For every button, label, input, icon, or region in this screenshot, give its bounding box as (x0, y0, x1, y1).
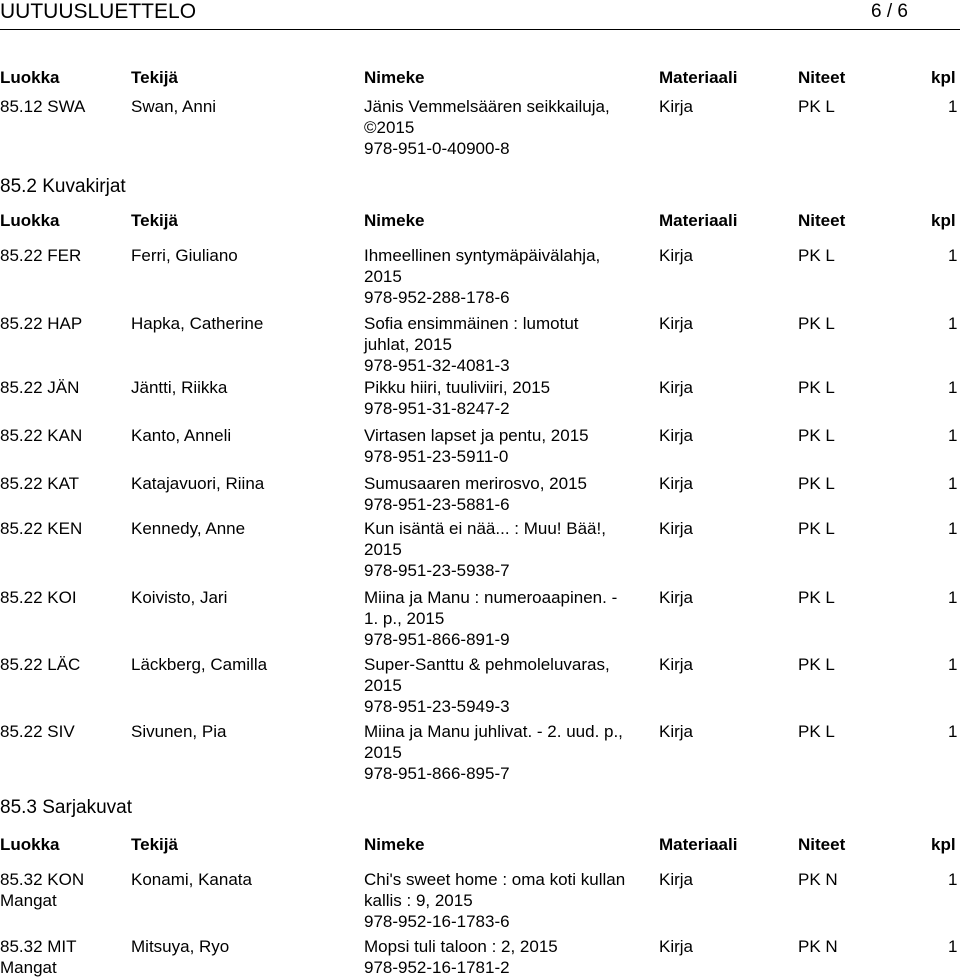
top-header-tekija: Tekijä (131, 68, 178, 87)
entry-nimeke-line: 2015 (364, 676, 402, 695)
sec1-header-niteet: Niteet (798, 211, 846, 230)
entry-tekija: Kanto, Anneli (131, 426, 232, 445)
entry-tekija: Swan, Anni (131, 97, 217, 116)
entry-niteet: PK L (798, 655, 835, 674)
entry-luokka: 85.22 LÄC (0, 655, 81, 674)
top-header-kpl: kpl (931, 68, 956, 87)
entry-luokka: 85.12 SWA (0, 97, 86, 116)
entry-luokka: 85.22 KOI (0, 588, 77, 607)
entry-niteet: PK L (798, 246, 835, 265)
entry-nimeke-line: Miina ja Manu : numeroaapinen. - (364, 588, 618, 607)
top-header-materiaali: Materiaali (659, 68, 738, 87)
entry-nimeke-line: 2015 (364, 540, 402, 559)
sec2-header-kpl: kpl (931, 835, 956, 854)
entry-niteet: PK L (798, 426, 835, 445)
entry-materiaali: Kirja (659, 655, 694, 674)
entry-nimeke-line: Kun isäntä ei nää... : Muu! Bää!, (364, 519, 606, 538)
entry-isbn: 978-952-288-178-6 (364, 288, 510, 307)
entry-isbn: 978-951-31-8247-2 (364, 399, 510, 418)
entry-luokka: 85.22 FER (0, 246, 82, 265)
entry-kpl: 1 (948, 314, 958, 333)
entry-kpl: 1 (948, 378, 958, 397)
entry-nimeke-line: Sofia ensimmäinen : lumotut (364, 314, 579, 333)
entry-kpl: 1 (948, 655, 958, 674)
entry-luokka: 85.22 KAT (0, 474, 80, 493)
entry-kpl: 1 (948, 519, 958, 538)
entry-materiaali: Kirja (659, 378, 694, 397)
entry-materiaali: Kirja (659, 474, 694, 493)
entry-tekija: Kennedy, Anne (131, 519, 246, 538)
entry-tekija: Koivisto, Jari (131, 588, 228, 607)
entry-niteet: PK L (798, 474, 835, 493)
entry-luokka: 85.22 KEN (0, 519, 83, 538)
entry-isbn: 978-951-866-891-9 (364, 630, 510, 649)
entry-luokka: 85.32 MIT (0, 937, 77, 956)
entry-materiaali: Kirja (659, 870, 694, 889)
entry-isbn: 978-951-23-5938-7 (364, 561, 510, 580)
page-number: 6 / 6 (871, 1, 908, 22)
header-divider (0, 29, 960, 30)
sec1-header-materiaali: Materiaali (659, 211, 738, 230)
entry-kpl: 1 (948, 937, 958, 956)
section-title: 85.2 Kuvakirjat (0, 176, 126, 197)
entry-tekija: Jäntti, Riikka (131, 378, 228, 397)
entry-niteet: PK L (798, 314, 835, 333)
entry-niteet: PK L (798, 519, 835, 538)
entry-niteet: PK N (798, 937, 838, 956)
entry-niteet: PK N (798, 870, 838, 889)
entry-kpl: 1 (948, 474, 958, 493)
section-title: 85.3 Sarjakuvat (0, 797, 133, 818)
entry-nimeke-line: 1. p., 2015 (364, 609, 445, 628)
entry-kpl: 1 (948, 97, 958, 116)
entry-tekija: Konami, Kanata (131, 870, 252, 889)
entry-tekija: Hapka, Catherine (131, 314, 264, 333)
sec2-header-niteet: Niteet (798, 835, 846, 854)
entry-nimeke-line: Mopsi tuli taloon : 2, 2015 (364, 937, 558, 956)
entry-luokka: 85.22 HAP (0, 314, 83, 333)
entry-niteet: PK L (798, 588, 835, 607)
entry-nimeke-line: juhlat, 2015 (364, 335, 452, 354)
entry-nimeke-line: Super-Santtu & pehmoleluvaras, (364, 655, 610, 674)
entry-kpl: 1 (948, 870, 958, 889)
entry-isbn: 978-951-23-5949-3 (364, 697, 510, 716)
entry-tekija: Ferri, Giuliano (131, 246, 238, 265)
entry-materiaali: Kirja (659, 588, 694, 607)
entry-nimeke-line: 2015 (364, 267, 402, 286)
entry-tekija: Sivunen, Pia (131, 722, 227, 741)
entry-kpl: 1 (948, 722, 958, 741)
entry-nimeke-line: Ihmeellinen syntymäpäivälahja, (364, 246, 601, 265)
entry-isbn: 978-952-16-1783-6 (364, 912, 510, 931)
entry-tekija: Mitsuya, Ryo (131, 937, 230, 956)
entry-luokka: 85.32 KON (0, 870, 85, 889)
entry-nimeke-line: Jänis Vemmelsäären seikkailuja, (364, 97, 610, 116)
entry-tekija: Katajavuori, Riina (131, 474, 265, 493)
entry-isbn: 978-951-32-4081-3 (364, 356, 510, 375)
sec1-header-nimeke: Nimeke (364, 211, 425, 230)
entry-kpl: 1 (948, 588, 958, 607)
entry-nimeke-line: Sumusaaren merirosvo, 2015 (364, 474, 588, 493)
document-title: UUTUUSLUETTELO (0, 0, 197, 23)
sec2-header-materiaali: Materiaali (659, 835, 738, 854)
entry-kpl: 1 (948, 246, 958, 265)
entry-materiaali: Kirja (659, 314, 694, 333)
entry-isbn: 978-951-23-5911-0 (364, 447, 509, 466)
sec1-header-kpl: kpl (931, 211, 956, 230)
sec1-header-tekija: Tekijä (131, 211, 178, 230)
entry-materiaali: Kirja (659, 937, 694, 956)
entry-isbn: 978-951-866-895-7 (364, 764, 510, 783)
top-header-luokka: Luokka (0, 68, 60, 87)
entry-nimeke-line: Virtasen lapset ja pentu, 2015 (364, 426, 589, 445)
entry-nimeke-line: Pikku hiiri, tuuliviiri, 2015 (364, 378, 551, 397)
entry-niteet: PK L (798, 378, 835, 397)
entry-materiaali: Kirja (659, 426, 694, 445)
entry-isbn: 978-951-23-5881-6 (364, 495, 510, 514)
entry-materiaali: Kirja (659, 519, 694, 538)
entry-luokka: 85.22 JÄN (0, 378, 80, 397)
entry-nimeke-line: 2015 (364, 743, 402, 762)
sec2-header-luokka: Luokka (0, 835, 60, 854)
entry-niteet: PK L (798, 97, 835, 116)
entry-nimeke-line: Miina ja Manu juhlivat. - 2. uud. p., (364, 722, 623, 741)
sec1-header-luokka: Luokka (0, 211, 60, 230)
entry-materiaali: Kirja (659, 722, 694, 741)
entry-kpl: 1 (948, 426, 958, 445)
entry-materiaali: Kirja (659, 97, 694, 116)
entry-luokka-sub: Mangat (0, 891, 57, 910)
sec2-header-nimeke: Nimeke (364, 835, 425, 854)
entry-isbn: 978-951-0-40900-8 (364, 139, 510, 158)
entry-tekija: Läckberg, Camilla (131, 655, 268, 674)
top-header-niteet: Niteet (798, 68, 846, 87)
sec2-header-tekija: Tekijä (131, 835, 178, 854)
entry-luokka: 85.22 KAN (0, 426, 83, 445)
top-header-nimeke: Nimeke (364, 68, 425, 87)
entry-luokka: 85.22 SIV (0, 722, 75, 741)
entry-nimeke-line: ©2015 (364, 118, 415, 137)
entry-niteet: PK L (798, 722, 835, 741)
entry-nimeke-line: Chi's sweet home : oma koti kullan (364, 870, 626, 889)
entry-nimeke-line: kallis : 9, 2015 (364, 891, 473, 910)
entry-isbn: 978-952-16-1781-2 (364, 958, 510, 977)
entry-luokka-sub: Mangat (0, 958, 57, 977)
entry-materiaali: Kirja (659, 246, 694, 265)
